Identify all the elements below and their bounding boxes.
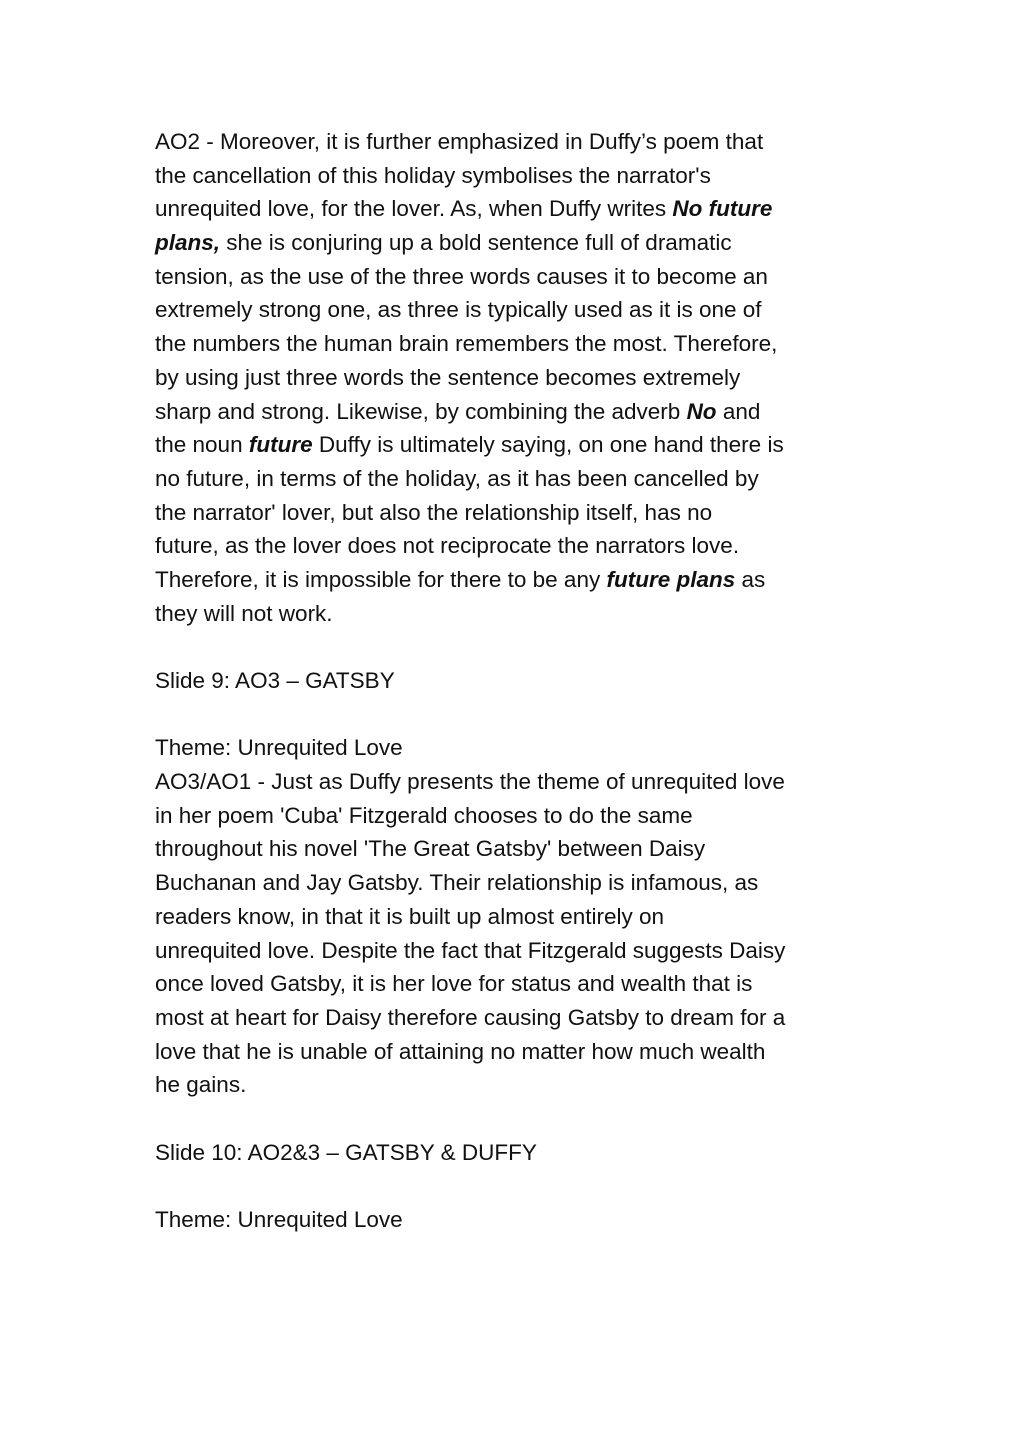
- slide-10-heading: Slide 10: AO2&3 – GATSBY & DUFFY: [155, 1139, 537, 1165]
- emphasized-quote: No: [686, 398, 717, 424]
- text-run: no future, in terms of the holiday, as it has been cancelled by: [155, 465, 759, 491]
- text-run: readers know, in that it is built up almost entirely on: [155, 903, 665, 929]
- text-line: [155, 934, 895, 968]
- emphasized-quote: plans,: [155, 230, 221, 256]
- text-line: [155, 597, 895, 631]
- text-line: [155, 1068, 895, 1102]
- text-line: [155, 799, 895, 833]
- text-run: in her poem 'Cuba' Fitzgerald chooses to do the same: [155, 802, 693, 828]
- text-line: [155, 428, 895, 462]
- paragraph-ao2: [155, 125, 895, 630]
- slide-10-theme: Theme: Unrequited Love: [155, 1207, 403, 1232]
- text-run: he gains.: [155, 1072, 247, 1098]
- text-line: [155, 765, 895, 799]
- text-run: unrequited love, for the lover. As, when Duffy writes: [155, 196, 673, 222]
- text-line: [155, 1001, 895, 1035]
- text-run: the numbers the human brain remembers the most. Therefore,: [155, 331, 778, 357]
- text-run: unrequited love. Despite the fact that Fitzgerald suggests Daisy: [155, 937, 786, 963]
- paragraph-spacer: [155, 698, 895, 732]
- text-line: [155, 159, 895, 193]
- text-line: [155, 900, 895, 934]
- text-run: she is conjuring up a bold sentence full of dramatic: [220, 230, 732, 256]
- text-line: [155, 832, 895, 866]
- emphasized-quote: future: [248, 432, 313, 458]
- emphasized-quote: No future: [672, 196, 773, 222]
- text-line: [155, 260, 895, 294]
- text-line: [155, 967, 895, 1001]
- text-run: Duffy is ultimately saying, on one hand there is: [312, 432, 784, 458]
- text-run: Buchanan and Jay Gatsby. Their relationship is infamous, as: [155, 870, 759, 896]
- paragraph-ao3: [155, 765, 895, 1102]
- text-run: future, as the lover does not reciprocate the narrators love.: [155, 533, 740, 559]
- text-line: [155, 1035, 895, 1069]
- text-line: [155, 496, 895, 530]
- text-run: Therefore, it is impossible for there to be any: [155, 566, 607, 592]
- text-line: [155, 125, 895, 159]
- text-run: once loved Gatsby, it is her love for status and wealth that is: [155, 971, 753, 997]
- text-run: extremely strong one, as three is typically used as it is one of: [155, 297, 762, 323]
- text-run: as: [735, 566, 766, 592]
- text-run: the cancellation of this holiday symbolises the narrator's: [155, 162, 711, 188]
- text-line: [155, 563, 895, 597]
- emphasized-quote: future plans: [606, 566, 736, 592]
- text-run: AO2 - Moreover, it is further emphasized in Duffy’s poem that: [155, 129, 764, 154]
- text-run: they will not work.: [155, 600, 333, 626]
- text-line: [155, 192, 895, 226]
- text-line: [155, 395, 895, 429]
- text-run: most at heart for Daisy therefore causing Gatsby to dream for a: [155, 1004, 786, 1030]
- text-line: [155, 529, 895, 563]
- text-run: love that he is unable of attaining no matter how much wealth: [155, 1038, 766, 1064]
- text-run: by using just three words the sentence becomes extremely: [155, 364, 741, 390]
- text-run: the noun: [155, 432, 249, 458]
- text-run: the narrator' lover, but also the relationship itself, has no: [155, 499, 713, 525]
- text-line: [155, 327, 895, 361]
- slide-9-theme: Theme: Unrequited Love: [155, 735, 403, 761]
- text-line: [155, 293, 895, 327]
- text-line: [155, 866, 895, 900]
- text-run: tension, as the use of the three words causes it to become an: [155, 263, 768, 289]
- text-line: [155, 226, 895, 260]
- paragraph-spacer: [155, 1169, 895, 1203]
- text-run: sharp and strong. Likewise, by combining the adverb: [155, 398, 687, 424]
- slide-9-heading: Slide 9: AO3 – GATSBY: [155, 668, 395, 693]
- text-line: [155, 361, 895, 395]
- paragraph-spacer: [155, 1102, 895, 1136]
- text-line: [155, 462, 895, 496]
- text-run: and: [716, 398, 761, 424]
- text-run: throughout his novel 'The Great Gatsby' between Daisy: [155, 836, 706, 862]
- page-body: [155, 125, 895, 1237]
- text-run: AO3/AO1 - Just as Duffy presents the theme of unrequited love: [155, 769, 785, 795]
- paragraph-spacer: [155, 630, 895, 664]
